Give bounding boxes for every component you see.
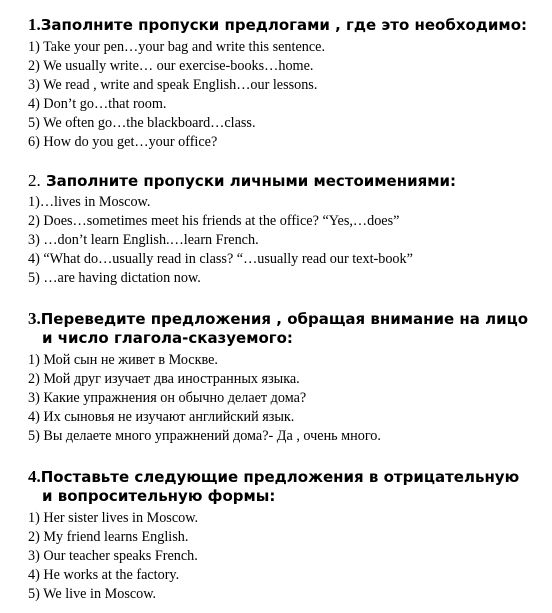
- section1-number: 1.: [28, 15, 41, 34]
- section1-item-3: 3) We read , write and speak English…our lessons.: [28, 77, 318, 93]
- section4-item-3: 3) Our teacher speaks French.: [28, 548, 198, 564]
- section1-item-1: 1) Take your pen…your bag and write this sentence.: [28, 39, 325, 55]
- section3-title-line1: Переведите предложения , обращая внимание на лицо: [40, 310, 529, 328]
- section2-item-2: 2) Does…sometimes meet his friends at the office? “Yes,…does”: [28, 213, 400, 229]
- section3-item-4: 4) Их сыновья не изучают английский язык.: [28, 409, 295, 425]
- section3-heading: [28, 309, 528, 348]
- section2-title: Заполните пропуски личными местоимениями:: [45, 172, 456, 190]
- section3-title-line2: и число глагола-сказуемого:: [42, 329, 293, 347]
- section1-item-2: 2) We usually write… our exercise-books…home.: [28, 58, 314, 74]
- section4-item-1: 1) Her sister lives in Moscow.: [28, 510, 199, 526]
- section1-item-4: 4) Don’t go…that room.: [28, 96, 167, 112]
- section1-title: Заполните пропуски предлогами , где это необходимо:: [40, 16, 527, 34]
- section3-number: 3.: [28, 309, 41, 328]
- section3-item-3: 3) Какие упражнения он обычно делает дома?: [28, 390, 307, 406]
- section1-item-5: 5) We often go…the blackboard…class.: [28, 115, 256, 131]
- section2-number: 2.: [28, 171, 41, 190]
- section4-title-line2: и вопросительную формы:: [42, 487, 276, 505]
- section3-item-2: 2) Мой друг изучает два иностранных языка.: [28, 371, 300, 387]
- section1-heading: [28, 15, 527, 35]
- section4-number: 4.: [28, 467, 41, 486]
- section3-item-5: 5) Вы делаете много упражнений дома?- Да , очень много.: [28, 428, 381, 444]
- section4-heading: [28, 467, 519, 506]
- section4-item-5: 5) We live in Moscow.: [28, 586, 157, 602]
- section4-item-2: 2) My friend learns English.: [28, 529, 189, 545]
- section3-item-1: 1) Мой сын не живет в Москве.: [28, 352, 218, 368]
- section2-item-5: 5) …are having dictation now.: [28, 270, 201, 286]
- section2-item-4: 4) “What do…usually read in class? “…usually read our text-book”: [28, 251, 413, 267]
- section2-item-3: 3) …don’t learn English.…learn French.: [28, 232, 259, 248]
- section2-heading: [28, 171, 456, 191]
- section4-item-4: 4) He works at the factory.: [28, 567, 180, 583]
- section2-item-1: 1)…lives in Moscow.: [28, 194, 151, 210]
- section4-title-line1: Поставьте следующие предложения в отрицательную: [40, 468, 520, 486]
- section1-item-6: 6) How do you get…your office?: [28, 134, 218, 150]
